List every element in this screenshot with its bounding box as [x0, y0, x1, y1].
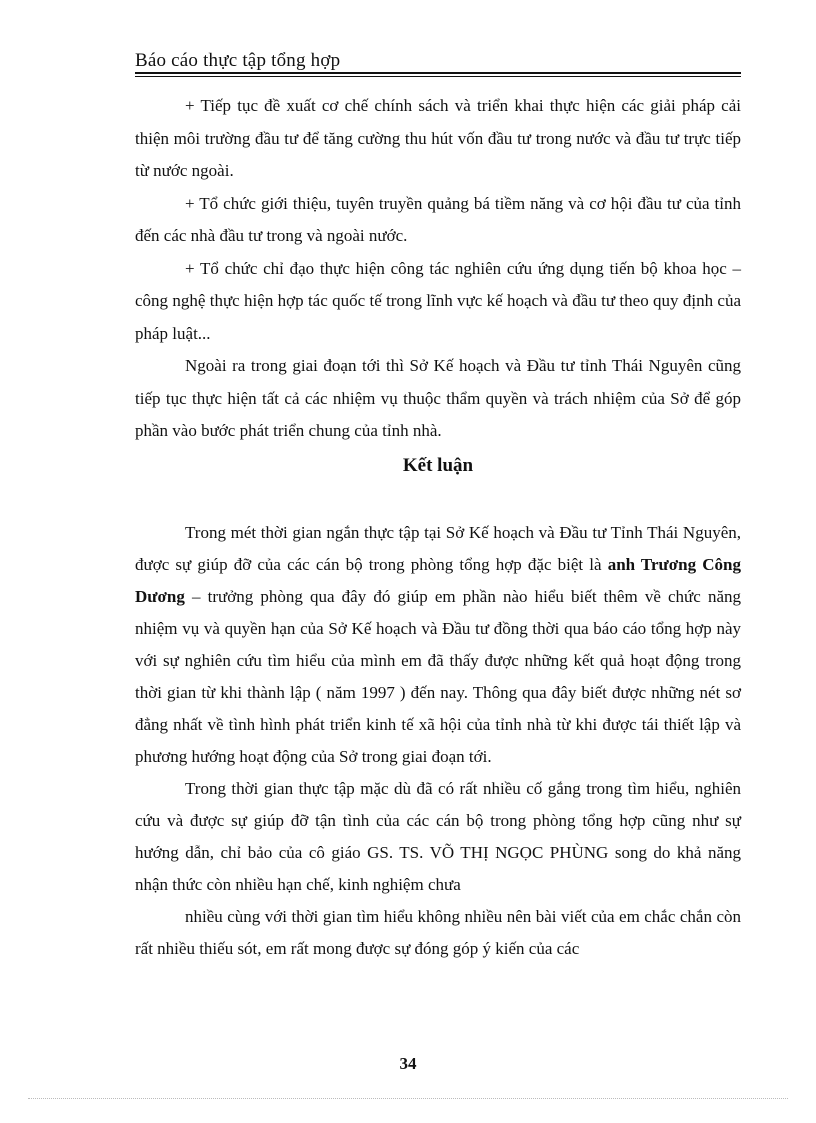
conclusion-paragraph-1 [135, 517, 741, 773]
conclusion-paragraph-2: Trong thời gian thực tập mặc dù đã có rất nhiều cố gắng trong tìm hiểu, nghiên cứu và được sự giúp đỡ tận tình của các cán bộ trong phòng tổng hợp cũng như sự hướng dẫn, chỉ bảo của cô giáo GS. TS. VÕ THỊ NGỌC PHÙNG song do khả năng nhận thức còn nhiều hạn chế, kinh nghiệm chưa [135, 778, 741, 894]
paragraph-research: + Tổ chức chỉ đạo thực hiện công tác nghiên cứu ứng dụng tiến bộ khoa học – công nghệ thực hiện hợp tác quốc tế trong lĩnh vực kế hoạch và đầu tư theo quy định của pháp luật... [135, 258, 741, 343]
page-header [135, 50, 741, 77]
header-rule [135, 72, 741, 77]
header-title: Báo cáo thực tập tổng hợp [135, 50, 341, 71]
page-bottom-divider [28, 1098, 788, 1099]
paragraph-other-tasks: Ngoài ra trong giai đoạn tới thì Sở Kế hoạch và Đầu tư tỉnh Thái Nguyên cũng tiếp tục thực hiện tất cả các nhiệm vụ thuộc thẩm quyền và trách nhiệm của Sở để góp phần vào bước phát triển chung của tỉnh nhà. [135, 356, 741, 440]
conclusion-p1-start: Trong mét thời gian ngắn thực tập tại Sở Kế hoạch và Đầu tư Tỉnh Thái Nguyên, được sự giúp đỡ của các cán bộ trong phòng tổng hợp đặc biệt là [135, 522, 741, 574]
conclusion-heading: Kết luận [402, 454, 474, 476]
document-body [135, 90, 741, 965]
mentor-name: anh Trương Công Dương [135, 554, 741, 606]
paragraph-investment-environment: + Tiếp tục đề xuất cơ chế chính sách và triển khai thực hiện các giải pháp cải thiện môi trường đầu tư để tăng cường thu hút vốn đầu tư trong nước và đầu tư trực tiếp từ nước ngoài. [135, 96, 741, 180]
page-number: 34 [399, 1054, 417, 1073]
conclusion-p1-end: – trưởng phòng qua đây đó giúp em phần nào hiểu biết thêm về chức năng nhiệm vụ và quyền hạn của Sở Kế hoạch và Đầu tư đồng thời qua báo cáo tổng hợp này với sự nghiên cứu tìm hiểu của mình em đã thấy được những kết quả hoạt động trong thời gian từ khi thành lập ( năm 1997 ) đến nay. Thông qua đây biết được những nét sơ đẳng nhất về tình hình phát triển kinh tế xã hội của tỉnh nhà từ khi được tái thiết lập và phương hướng hoạt động của Sở trong giai đoạn tới. [135, 586, 741, 766]
conclusion-paragraph-3: nhiều cùng với thời gian tìm hiểu không nhiều nên bài viết của em chắc chắn còn rất nhiều thiếu sót, em rất mong được sự đóng góp ý kiến của các [135, 906, 741, 958]
paragraph-promotion: + Tổ chức giới thiệu, tuyên truyền quảng bá tiềm năng và cơ hội đầu tư của tỉnh đến các nhà đầu tư trong và ngoài nước. [135, 193, 741, 245]
